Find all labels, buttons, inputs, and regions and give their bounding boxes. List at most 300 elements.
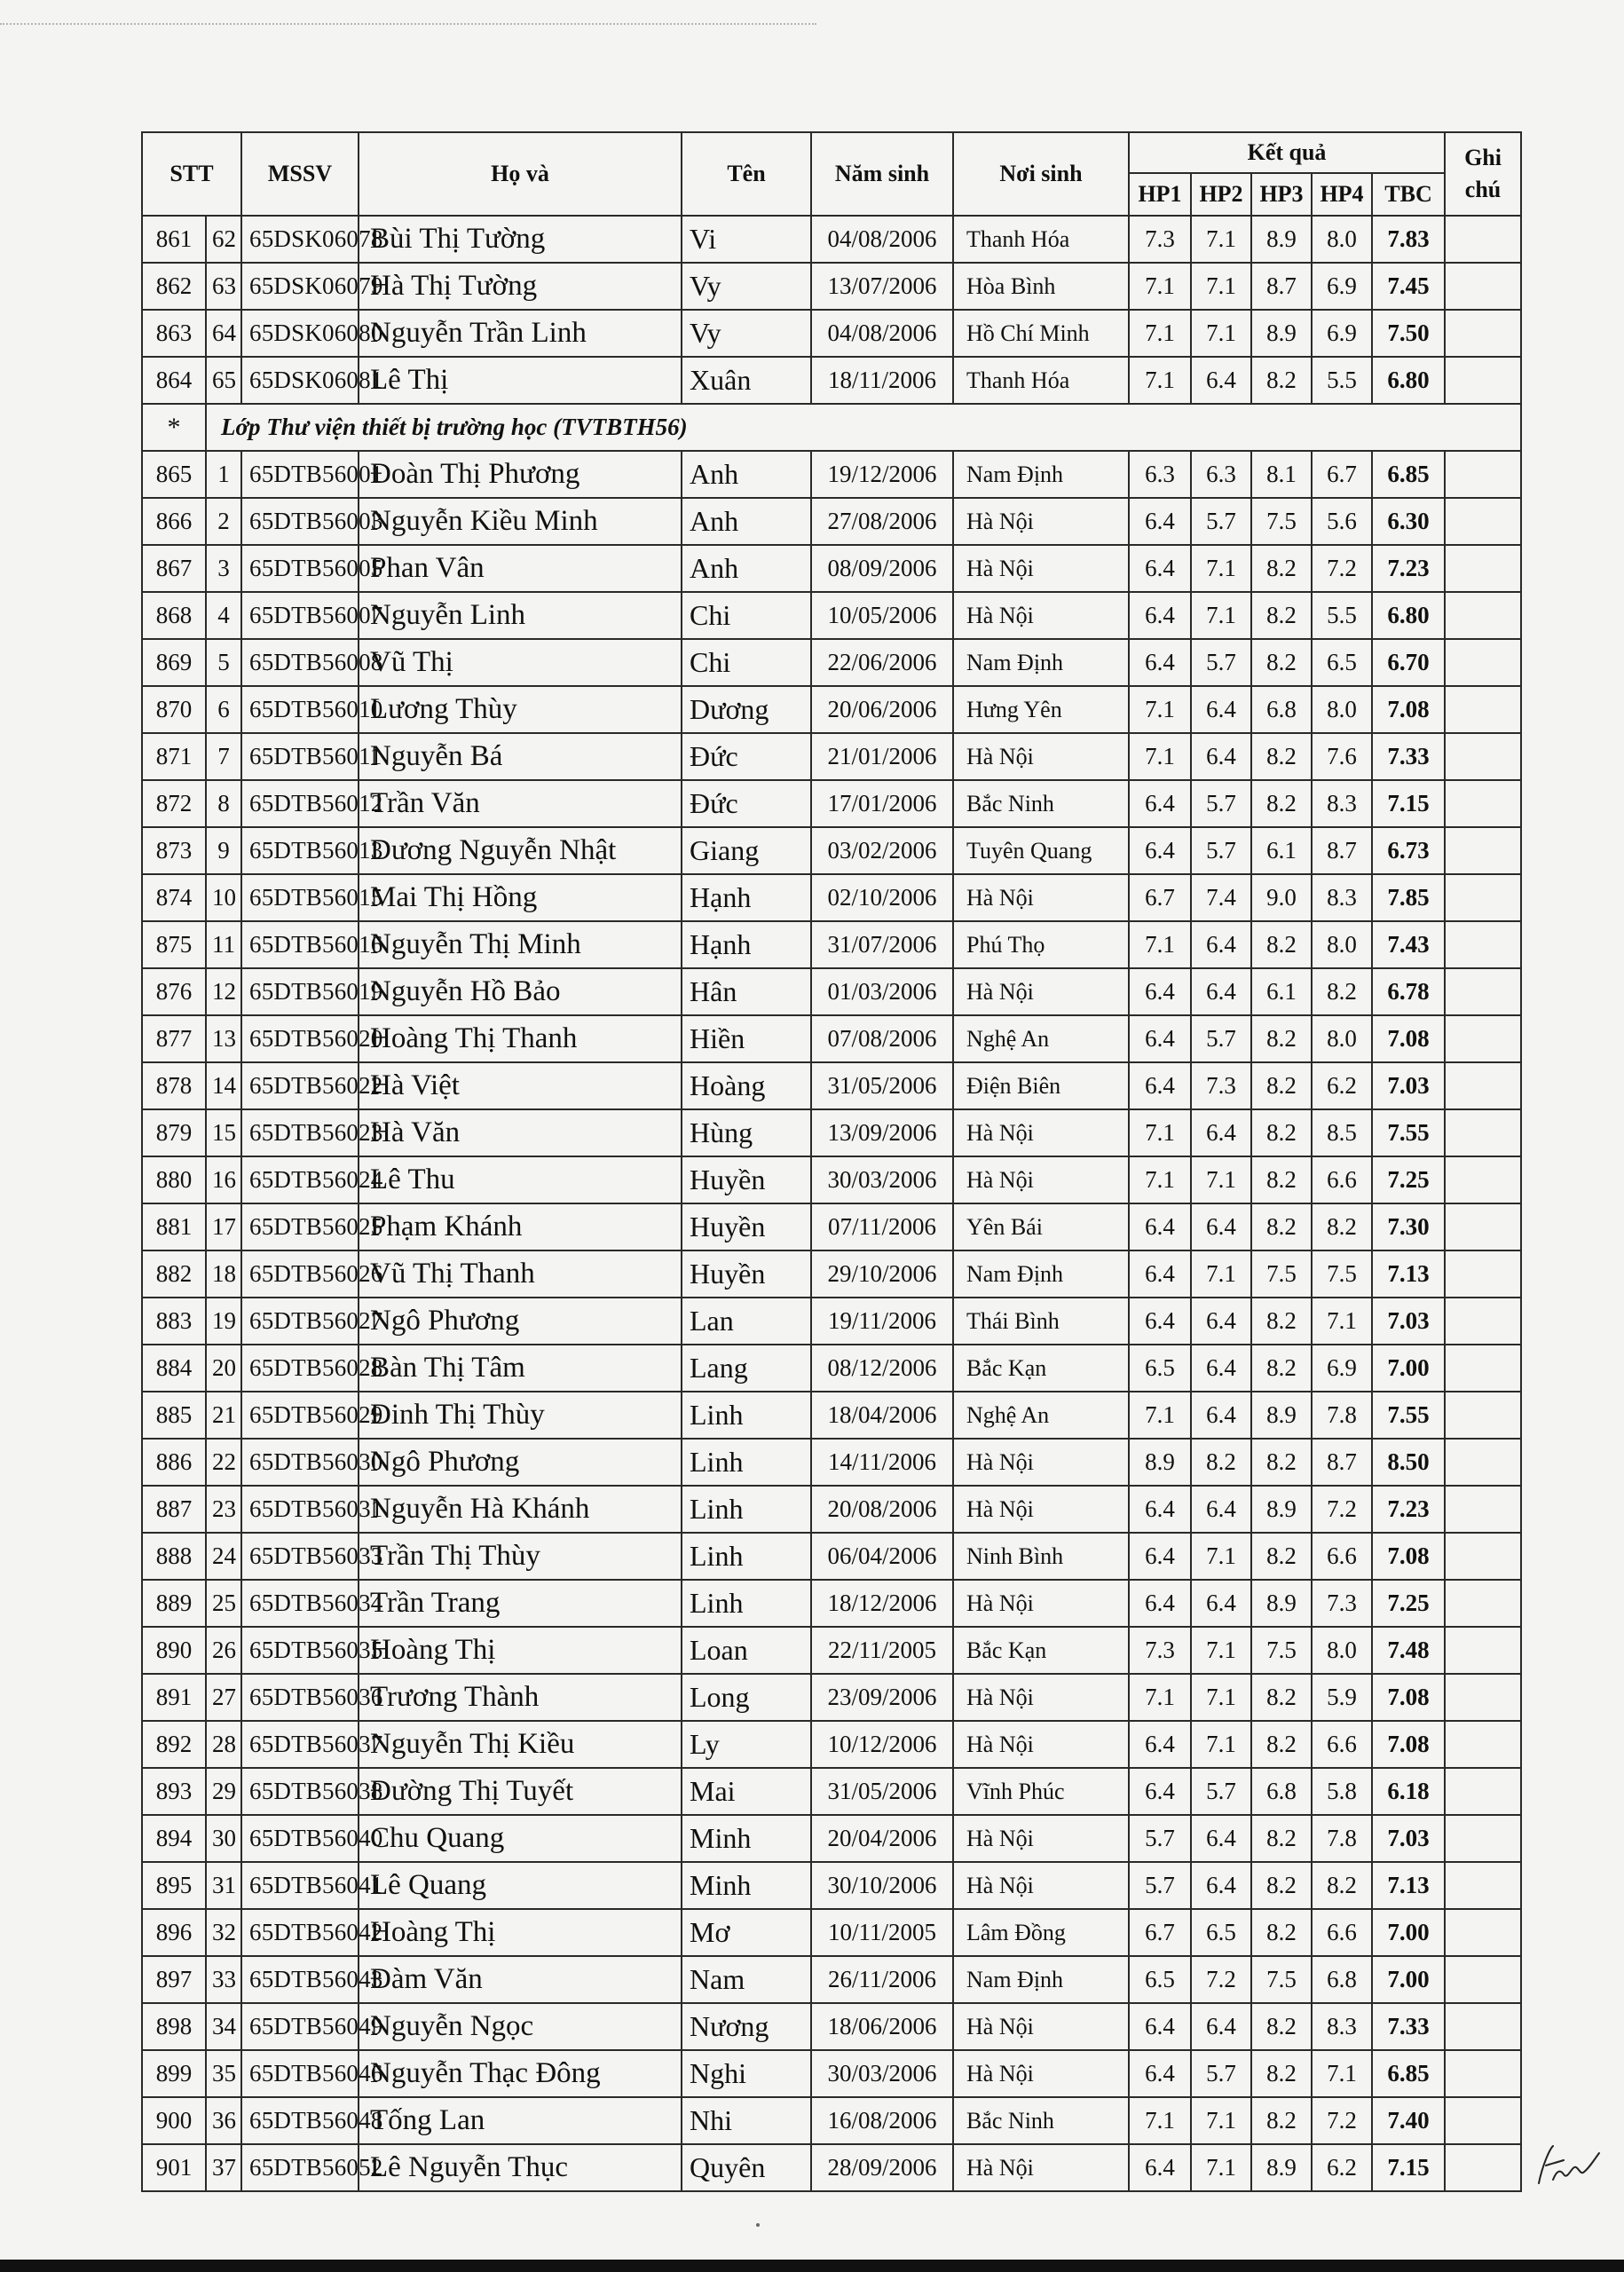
table-row <box>142 1768 1521 1815</box>
row-class-number: 29 <box>206 1768 241 1815</box>
row-ghi-chu <box>1445 1250 1521 1298</box>
row-stt: 873 <box>142 827 206 874</box>
row-hp2: 5.7 <box>1191 2050 1251 2097</box>
row-noi-sinh: Yên Bái <box>953 1203 1129 1250</box>
row-ten: Linh <box>682 1486 811 1533</box>
row-hp2: 6.4 <box>1191 1580 1251 1627</box>
row-ten: Vy <box>682 310 811 357</box>
header-ket-qua: Kết quả <box>1129 132 1445 173</box>
row-ghi-chu <box>1445 1533 1521 1580</box>
row-nam-sinh: 31/07/2006 <box>811 921 953 968</box>
row-class-number: 10 <box>206 874 241 921</box>
row-ghi-chu <box>1445 2144 1521 2191</box>
table-row <box>142 1674 1521 1721</box>
row-tbc: 7.08 <box>1372 1674 1445 1721</box>
row-ho-va: Chu Quang <box>359 1815 682 1862</box>
row-hp3: 8.2 <box>1251 1862 1312 1909</box>
row-hp4: 5.5 <box>1312 357 1372 404</box>
row-nam-sinh: 04/08/2006 <box>811 310 953 357</box>
row-hp4: 8.0 <box>1312 1627 1372 1674</box>
row-ho-va: Nguyễn Hà Khánh <box>359 1486 682 1533</box>
row-ten: Nương <box>682 2003 811 2050</box>
table-row <box>142 1580 1521 1627</box>
row-hp2: 5.7 <box>1191 780 1251 827</box>
row-noi-sinh: Hà Nội <box>953 1580 1129 1627</box>
table-row <box>142 310 1521 357</box>
row-hp3: 6.1 <box>1251 827 1312 874</box>
row-ten: Đức <box>682 780 811 827</box>
row-class-number: 64 <box>206 310 241 357</box>
row-class-number: 34 <box>206 2003 241 2050</box>
row-stt: 871 <box>142 733 206 780</box>
row-mssv: 65DTB56013 <box>241 827 359 874</box>
row-nam-sinh: 14/11/2006 <box>811 1439 953 1486</box>
row-hp1: 7.1 <box>1129 686 1191 733</box>
table-row <box>142 1062 1521 1109</box>
row-tbc: 7.45 <box>1372 263 1445 310</box>
row-hp3: 7.5 <box>1251 1627 1312 1674</box>
row-hp3: 8.2 <box>1251 1345 1312 1392</box>
row-stt: 890 <box>142 1627 206 1674</box>
row-stt: 895 <box>142 1862 206 1909</box>
row-hp3: 9.0 <box>1251 874 1312 921</box>
row-hp1: 7.1 <box>1129 1109 1191 1156</box>
row-stt: 883 <box>142 1298 206 1345</box>
row-ten: Mơ <box>682 1909 811 1956</box>
row-hp1: 6.4 <box>1129 1250 1191 1298</box>
row-noi-sinh: Hà Nội <box>953 498 1129 545</box>
row-noi-sinh: Thanh Hóa <box>953 216 1129 263</box>
row-nam-sinh: 18/12/2006 <box>811 1580 953 1627</box>
row-ghi-chu <box>1445 357 1521 404</box>
row-hp2: 5.7 <box>1191 827 1251 874</box>
row-nam-sinh: 26/11/2006 <box>811 1956 953 2003</box>
row-ho-va: Hà Văn <box>359 1109 682 1156</box>
table-row <box>142 1486 1521 1533</box>
row-nam-sinh: 31/05/2006 <box>811 1062 953 1109</box>
row-hp2: 8.2 <box>1191 1439 1251 1486</box>
row-ho-va: Hoàng Thị <box>359 1909 682 1956</box>
row-class-number: 8 <box>206 780 241 827</box>
table-row <box>142 263 1521 310</box>
row-mssv: 65DTB56022 <box>241 1062 359 1109</box>
row-tbc: 8.50 <box>1372 1439 1445 1486</box>
row-hp2: 7.1 <box>1191 1533 1251 1580</box>
row-nam-sinh: 19/11/2006 <box>811 1298 953 1345</box>
table-row <box>142 1015 1521 1062</box>
row-nam-sinh: 10/11/2005 <box>811 1909 953 1956</box>
row-ten: Hân <box>682 968 811 1015</box>
row-stt: 901 <box>142 2144 206 2191</box>
row-hp3: 8.2 <box>1251 921 1312 968</box>
row-class-number: 16 <box>206 1156 241 1203</box>
row-stt: 877 <box>142 1015 206 1062</box>
row-hp1: 7.1 <box>1129 263 1191 310</box>
table-row <box>142 1392 1521 1439</box>
row-ho-va: Đàm Văn <box>359 1956 682 2003</box>
row-noi-sinh: Nghệ An <box>953 1015 1129 1062</box>
row-ten: Anh <box>682 451 811 498</box>
row-mssv: 65DTB56036 <box>241 1674 359 1721</box>
row-ten: Quyên <box>682 2144 811 2191</box>
rows-tvtbth56 <box>142 451 1521 2191</box>
row-mssv: 65DTB56011 <box>241 733 359 780</box>
row-ghi-chu <box>1445 1909 1521 1956</box>
row-hp2: 6.4 <box>1191 921 1251 968</box>
row-noi-sinh: Vĩnh Phúc <box>953 1768 1129 1815</box>
row-noi-sinh: Bắc Ninh <box>953 780 1129 827</box>
table-row <box>142 1627 1521 1674</box>
row-class-number: 33 <box>206 1956 241 2003</box>
row-hp1: 7.1 <box>1129 357 1191 404</box>
row-hp2: 7.1 <box>1191 1674 1251 1721</box>
row-hp2: 6.4 <box>1191 686 1251 733</box>
row-class-number: 4 <box>206 592 241 639</box>
row-mssv: 65DTB56028 <box>241 1345 359 1392</box>
row-ten: Mai <box>682 1768 811 1815</box>
row-stt: 882 <box>142 1250 206 1298</box>
header-ten: Tên <box>682 132 811 216</box>
row-noi-sinh: Hà Nội <box>953 733 1129 780</box>
row-ten: Linh <box>682 1439 811 1486</box>
row-hp3: 8.2 <box>1251 1533 1312 1580</box>
row-hp3: 8.2 <box>1251 1156 1312 1203</box>
scan-speck <box>756 2223 760 2227</box>
row-ho-va: Đường Thị Tuyết <box>359 1768 682 1815</box>
row-noi-sinh: Hà Nội <box>953 1674 1129 1721</box>
row-tbc: 7.03 <box>1372 1062 1445 1109</box>
row-noi-sinh: Bắc Ninh <box>953 2097 1129 2144</box>
row-ten: Long <box>682 1674 811 1721</box>
row-ho-va: Nguyễn Bá <box>359 733 682 780</box>
row-class-number: 20 <box>206 1345 241 1392</box>
row-ghi-chu <box>1445 1156 1521 1203</box>
row-noi-sinh: Nghệ An <box>953 1392 1129 1439</box>
row-mssv: 65DTB56023 <box>241 1109 359 1156</box>
row-hp1: 6.5 <box>1129 1345 1191 1392</box>
section-marker: * <box>142 404 206 451</box>
row-hp4: 6.8 <box>1312 1956 1372 2003</box>
row-ten: Minh <box>682 1815 811 1862</box>
row-class-number: 35 <box>206 2050 241 2097</box>
row-stt: 891 <box>142 1674 206 1721</box>
header-nam-sinh: Năm sinh <box>811 132 953 216</box>
row-class-number: 62 <box>206 216 241 263</box>
row-ho-va: Hà Thị Tường <box>359 263 682 310</box>
row-ho-va: Dương Nguyễn Nhật <box>359 827 682 874</box>
row-hp1: 7.1 <box>1129 921 1191 968</box>
row-stt: 880 <box>142 1156 206 1203</box>
row-mssv: 65DTB56003 <box>241 498 359 545</box>
row-noi-sinh: Tuyên Quang <box>953 827 1129 874</box>
row-tbc: 7.08 <box>1372 1533 1445 1580</box>
row-nam-sinh: 22/06/2006 <box>811 639 953 686</box>
row-noi-sinh: Hà Nội <box>953 1156 1129 1203</box>
row-ghi-chu <box>1445 451 1521 498</box>
row-ghi-chu <box>1445 1298 1521 1345</box>
row-nam-sinh: 30/03/2006 <box>811 2050 953 2097</box>
row-nam-sinh: 10/12/2006 <box>811 1721 953 1768</box>
row-hp1: 6.4 <box>1129 1486 1191 1533</box>
row-ghi-chu <box>1445 2097 1521 2144</box>
table-header <box>142 132 1521 216</box>
row-hp1: 7.1 <box>1129 310 1191 357</box>
row-stt: 881 <box>142 1203 206 1250</box>
row-tbc: 7.00 <box>1372 1956 1445 2003</box>
row-ghi-chu <box>1445 780 1521 827</box>
row-nam-sinh: 31/05/2006 <box>811 1768 953 1815</box>
row-ho-va: Ngô Phương <box>359 1298 682 1345</box>
row-hp3: 8.2 <box>1251 1674 1312 1721</box>
row-tbc: 7.48 <box>1372 1627 1445 1674</box>
row-hp4: 7.3 <box>1312 1580 1372 1627</box>
row-mssv: 65DTB56027 <box>241 1298 359 1345</box>
row-ho-va: Hoàng Thị Thanh <box>359 1015 682 1062</box>
row-ten: Nhi <box>682 2097 811 2144</box>
row-tbc: 6.80 <box>1372 592 1445 639</box>
row-mssv: 65DTB56043 <box>241 1956 359 2003</box>
row-class-number: 30 <box>206 1815 241 1862</box>
row-tbc: 6.80 <box>1372 357 1445 404</box>
row-tbc: 7.25 <box>1372 1156 1445 1203</box>
row-hp1: 6.4 <box>1129 2144 1191 2191</box>
row-hp2: 7.1 <box>1191 310 1251 357</box>
row-hp1: 5.7 <box>1129 1815 1191 1862</box>
row-hp2: 5.7 <box>1191 498 1251 545</box>
row-ten: Chi <box>682 592 811 639</box>
row-stt: 863 <box>142 310 206 357</box>
row-class-number: 11 <box>206 921 241 968</box>
row-hp2: 7.1 <box>1191 216 1251 263</box>
row-tbc: 7.30 <box>1372 1203 1445 1250</box>
table-row <box>142 2097 1521 2144</box>
row-nam-sinh: 08/12/2006 <box>811 1345 953 1392</box>
row-ho-va: Trương Thành <box>359 1674 682 1721</box>
row-class-number: 25 <box>206 1580 241 1627</box>
row-ten: Lan <box>682 1298 811 1345</box>
row-nam-sinh: 06/04/2006 <box>811 1533 953 1580</box>
row-noi-sinh: Hưng Yên <box>953 686 1129 733</box>
row-stt: 875 <box>142 921 206 968</box>
section-heading-row <box>142 404 1521 451</box>
row-tbc: 7.15 <box>1372 2144 1445 2191</box>
row-class-number: 21 <box>206 1392 241 1439</box>
row-hp2: 6.3 <box>1191 451 1251 498</box>
row-tbc: 6.70 <box>1372 639 1445 686</box>
row-stt: 898 <box>142 2003 206 2050</box>
row-hp3: 8.2 <box>1251 1109 1312 1156</box>
row-hp2: 6.4 <box>1191 1862 1251 1909</box>
table-row <box>142 1956 1521 2003</box>
row-ghi-chu <box>1445 1439 1521 1486</box>
row-hp4: 7.2 <box>1312 2097 1372 2144</box>
table-row <box>142 1345 1521 1392</box>
row-tbc: 6.30 <box>1372 498 1445 545</box>
row-hp2: 6.4 <box>1191 1392 1251 1439</box>
row-tbc: 7.08 <box>1372 1015 1445 1062</box>
row-tbc: 7.40 <box>1372 2097 1445 2144</box>
row-hp4: 7.2 <box>1312 1486 1372 1533</box>
row-hp4: 6.9 <box>1312 1345 1372 1392</box>
row-tbc: 7.08 <box>1372 686 1445 733</box>
row-mssv: 65DTB56035 <box>241 1627 359 1674</box>
row-noi-sinh: Hà Nội <box>953 2050 1129 2097</box>
row-mssv: 65DTB56024 <box>241 1156 359 1203</box>
table-row <box>142 216 1521 263</box>
row-tbc: 7.50 <box>1372 310 1445 357</box>
row-ho-va: Đinh Thị Thùy <box>359 1392 682 1439</box>
row-noi-sinh: Hòa Bình <box>953 263 1129 310</box>
row-hp1: 7.1 <box>1129 1156 1191 1203</box>
row-hp2: 6.4 <box>1191 1203 1251 1250</box>
row-noi-sinh: Hồ Chí Minh <box>953 310 1129 357</box>
row-mssv: 65DTB56005 <box>241 545 359 592</box>
row-class-number: 37 <box>206 2144 241 2191</box>
row-ten: Dương <box>682 686 811 733</box>
row-hp3: 8.2 <box>1251 2050 1312 2097</box>
row-ghi-chu <box>1445 733 1521 780</box>
row-hp4: 6.7 <box>1312 451 1372 498</box>
row-hp1: 6.7 <box>1129 874 1191 921</box>
row-mssv: 65DTB56029 <box>241 1392 359 1439</box>
scan-bottom-edge <box>0 2260 1624 2272</box>
row-ghi-chu <box>1445 686 1521 733</box>
row-class-number: 36 <box>206 2097 241 2144</box>
table-row <box>142 1109 1521 1156</box>
row-nam-sinh: 13/07/2006 <box>811 263 953 310</box>
row-noi-sinh: Bắc Kạn <box>953 1345 1129 1392</box>
row-hp3: 8.2 <box>1251 545 1312 592</box>
row-mssv: 65DTB56037 <box>241 1721 359 1768</box>
row-tbc: 7.23 <box>1372 545 1445 592</box>
row-stt: 864 <box>142 357 206 404</box>
row-hp2: 7.1 <box>1191 2097 1251 2144</box>
row-tbc: 7.13 <box>1372 1250 1445 1298</box>
row-hp4: 8.0 <box>1312 1015 1372 1062</box>
row-hp3: 8.2 <box>1251 639 1312 686</box>
row-ghi-chu <box>1445 1721 1521 1768</box>
row-hp4: 5.5 <box>1312 592 1372 639</box>
table-row <box>142 2144 1521 2191</box>
row-ho-va: Đoàn Thị Phương <box>359 451 682 498</box>
row-hp3: 8.2 <box>1251 2097 1312 2144</box>
row-stt: 866 <box>142 498 206 545</box>
row-hp4: 6.6 <box>1312 1721 1372 1768</box>
row-mssv: 65DTB56030 <box>241 1439 359 1486</box>
row-nam-sinh: 04/08/2006 <box>811 216 953 263</box>
row-noi-sinh: Thanh Hóa <box>953 357 1129 404</box>
row-ten: Hoàng <box>682 1062 811 1109</box>
row-hp4: 6.6 <box>1312 1533 1372 1580</box>
row-noi-sinh: Hà Nội <box>953 1439 1129 1486</box>
row-ghi-chu <box>1445 1768 1521 1815</box>
row-noi-sinh: Hà Nội <box>953 874 1129 921</box>
table-row <box>142 874 1521 921</box>
row-ten: Minh <box>682 1862 811 1909</box>
row-ten: Hùng <box>682 1109 811 1156</box>
row-stt: 893 <box>142 1768 206 1815</box>
row-class-number: 15 <box>206 1109 241 1156</box>
row-hp4: 7.2 <box>1312 545 1372 592</box>
row-mssv: 65DTB56026 <box>241 1250 359 1298</box>
row-ten: Xuân <box>682 357 811 404</box>
row-noi-sinh: Hà Nội <box>953 1815 1129 1862</box>
row-ten: Huyền <box>682 1250 811 1298</box>
row-hp3: 8.2 <box>1251 1203 1312 1250</box>
row-stt: 888 <box>142 1533 206 1580</box>
row-stt: 878 <box>142 1062 206 1109</box>
row-nam-sinh: 23/09/2006 <box>811 1674 953 1721</box>
row-tbc: 7.08 <box>1372 1721 1445 1768</box>
row-ho-va: Vũ Thị <box>359 639 682 686</box>
row-noi-sinh: Hà Nội <box>953 1109 1129 1156</box>
row-hp1: 6.4 <box>1129 639 1191 686</box>
row-nam-sinh: 18/11/2006 <box>811 357 953 404</box>
row-hp4: 7.6 <box>1312 733 1372 780</box>
row-hp2: 7.1 <box>1191 1250 1251 1298</box>
row-ghi-chu <box>1445 2003 1521 2050</box>
row-mssv: 65DSK06080 <box>241 310 359 357</box>
row-class-number: 7 <box>206 733 241 780</box>
table-row <box>142 780 1521 827</box>
handwritten-signature <box>1533 2139 1604 2192</box>
row-hp3: 8.2 <box>1251 1439 1312 1486</box>
row-nam-sinh: 27/08/2006 <box>811 498 953 545</box>
row-hp3: 8.2 <box>1251 1815 1312 1862</box>
header-ghi-chu: Ghi chú <box>1445 132 1521 216</box>
row-class-number: 12 <box>206 968 241 1015</box>
row-class-number: 6 <box>206 686 241 733</box>
row-mssv: 65DTB56040 <box>241 1815 359 1862</box>
row-hp1: 6.4 <box>1129 1062 1191 1109</box>
header-ho-va: Họ và <box>359 132 682 216</box>
row-mssv: 65DTB56038 <box>241 1768 359 1815</box>
row-tbc: 7.15 <box>1372 780 1445 827</box>
row-ho-va: Phan Vân <box>359 545 682 592</box>
row-class-number: 19 <box>206 1298 241 1345</box>
row-hp2: 5.7 <box>1191 639 1251 686</box>
row-hp4: 7.1 <box>1312 1298 1372 1345</box>
row-hp3: 8.9 <box>1251 2144 1312 2191</box>
row-noi-sinh: Điện Biên <box>953 1062 1129 1109</box>
row-class-number: 32 <box>206 1909 241 1956</box>
row-hp1: 6.4 <box>1129 1203 1191 1250</box>
row-hp4: 8.7 <box>1312 827 1372 874</box>
row-class-number: 27 <box>206 1674 241 1721</box>
row-hp2: 5.7 <box>1191 1015 1251 1062</box>
row-ten: Vy <box>682 263 811 310</box>
row-ho-va: Lương Thùy <box>359 686 682 733</box>
table-row <box>142 1909 1521 1956</box>
row-ghi-chu <box>1445 639 1521 686</box>
header-hp2: HP2 <box>1191 173 1251 216</box>
row-ghi-chu <box>1445 827 1521 874</box>
row-ten: Nghi <box>682 2050 811 2097</box>
row-hp3: 8.2 <box>1251 1909 1312 1956</box>
row-hp3: 8.9 <box>1251 1580 1312 1627</box>
row-hp1: 7.1 <box>1129 1392 1191 1439</box>
table-row <box>142 921 1521 968</box>
row-ten: Hiền <box>682 1015 811 1062</box>
scan-top-edge-mark <box>0 23 816 25</box>
row-hp2: 6.5 <box>1191 1909 1251 1956</box>
row-class-number: 18 <box>206 1250 241 1298</box>
row-noi-sinh: Hà Nội <box>953 592 1129 639</box>
row-hp3: 8.7 <box>1251 263 1312 310</box>
row-class-number: 14 <box>206 1062 241 1109</box>
row-nam-sinh: 13/09/2006 <box>811 1109 953 1156</box>
row-hp1: 6.4 <box>1129 1768 1191 1815</box>
